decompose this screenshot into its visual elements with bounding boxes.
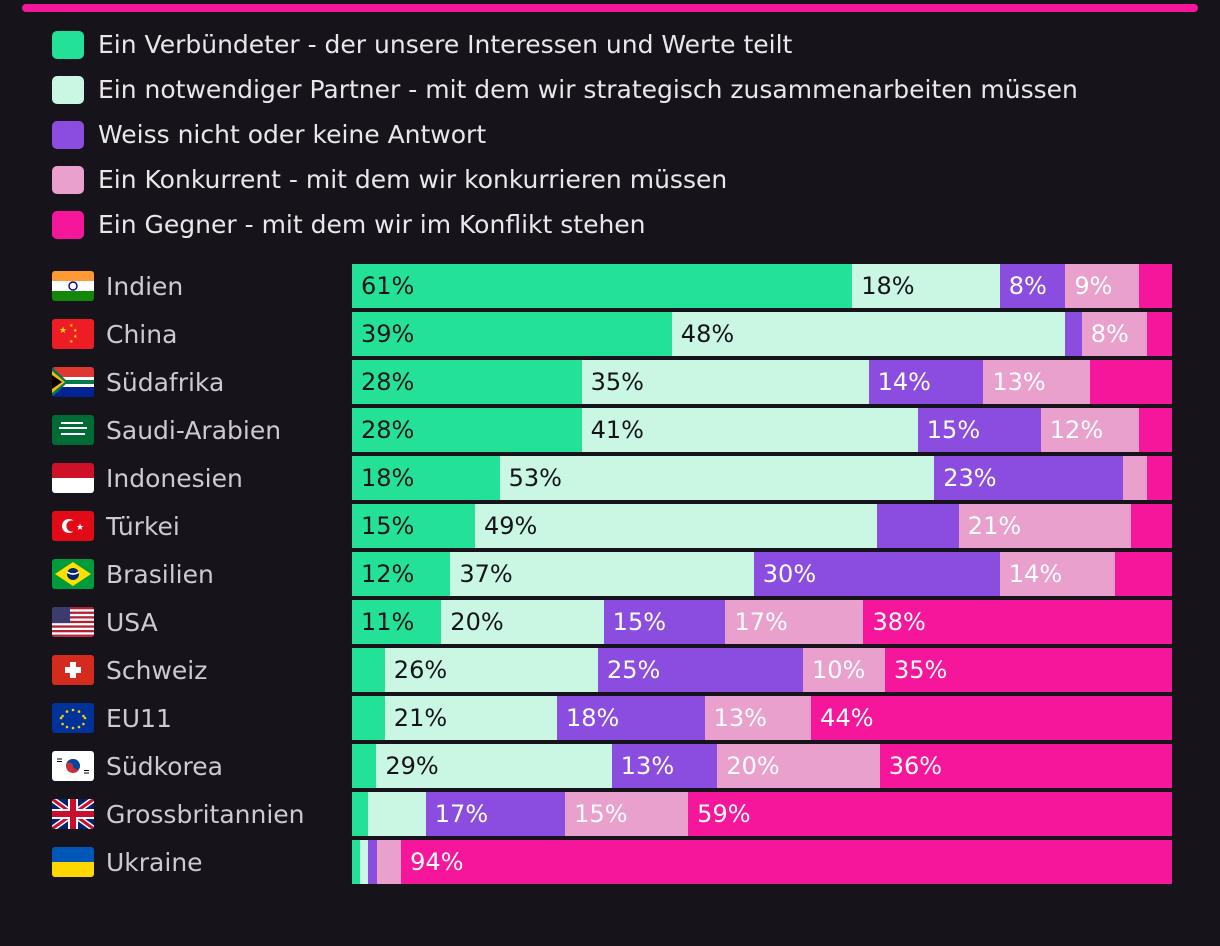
bar-track [352, 600, 1172, 644]
bar-segment [352, 360, 582, 404]
bar-segment-value: 18% [361, 464, 415, 492]
chart-bar-row [52, 406, 1172, 454]
chart-bar-row [52, 358, 1172, 406]
bar-segment [352, 456, 500, 500]
chart-bar-row [52, 502, 1172, 550]
country-label: Grossbritannien [106, 799, 305, 829]
bar-segment-value: 13% [992, 368, 1046, 396]
bar-segment [352, 840, 360, 884]
bar-segment-value: 48% [680, 320, 735, 348]
bar-segment-value: 12% [361, 560, 415, 588]
bar-segment-value: 11% [361, 608, 415, 636]
flag-sa-icon [52, 415, 94, 445]
bar-segment [1000, 264, 1066, 308]
bar-segment [934, 456, 1123, 500]
svg-text:★: ★ [59, 326, 68, 336]
bar-segment-value: 10% [811, 656, 866, 684]
chart-bar-row [52, 454, 1172, 502]
bar-segment-value: 38% [872, 608, 926, 636]
flag-za-icon [52, 367, 94, 397]
bar-segment [352, 744, 376, 788]
country-label: Saudi-Arabien [106, 415, 282, 445]
flag-ua-icon [52, 847, 94, 877]
bar-segment-value: 15% [926, 416, 981, 444]
bar-segment-value: 61% [361, 272, 415, 300]
svg-text:★: ★ [69, 323, 74, 329]
chart-legend [52, 22, 1192, 247]
legend-item-label: Ein Verbündeter - der unsere Interessen und Werte teilt [98, 30, 793, 59]
country-label: China [106, 319, 178, 349]
legend-item-label: Weiss nicht oder keine Antwort [98, 120, 487, 149]
bar-segment-value: 49% [484, 512, 538, 540]
bar-segment [852, 264, 1000, 308]
bar-segment [441, 600, 603, 644]
bar-segment [1090, 360, 1172, 404]
chart-bar-row [52, 598, 1172, 646]
bar-segment-value: 12% [1049, 416, 1104, 444]
bar-segment-value: 13% [620, 752, 675, 780]
legend-item[interactable] [52, 22, 1192, 67]
bar-segment [983, 360, 1090, 404]
flag-us-icon [52, 607, 94, 637]
bar-track [352, 744, 1172, 788]
bar-segment [1139, 264, 1172, 308]
bar-segment [705, 696, 812, 740]
bar-segment [717, 744, 879, 788]
bar-segment-value: 94% [410, 848, 464, 876]
country-label: Schweiz [106, 655, 208, 685]
bar-segment [1065, 264, 1139, 308]
flag-gb-icon [52, 799, 94, 829]
legend-item[interactable] [52, 112, 1192, 157]
bar-segment [565, 792, 688, 836]
bar-segment [1115, 552, 1172, 596]
bar-segment [1147, 456, 1172, 500]
bar-segment [360, 840, 368, 884]
bar-segment [877, 504, 959, 548]
bar-segment-value: 8% [1090, 320, 1129, 348]
bar-segment [385, 648, 598, 692]
bar-segment [475, 504, 877, 548]
bar-segment-value: 53% [508, 464, 562, 492]
bar-segment-value: 18% [565, 704, 620, 732]
bar-segment [557, 696, 705, 740]
country-label: Indien [106, 271, 184, 301]
bar-segment-value: 20% [726, 752, 780, 780]
flag-id-icon [52, 463, 94, 493]
legend-swatch-ally [52, 31, 84, 59]
bar-track [352, 264, 1172, 308]
bar-segment [1131, 504, 1172, 548]
bar-segment [1123, 456, 1148, 500]
bar-segment [582, 408, 918, 452]
chart-bar-row [52, 694, 1172, 742]
legend-swatch-opponent [52, 211, 84, 239]
bar-segment [352, 552, 450, 596]
bar-segment [352, 792, 368, 836]
legend-swatch-dontknow [52, 121, 84, 149]
legend-swatch-competitor [52, 166, 84, 194]
bar-track [352, 792, 1172, 836]
bar-segment-value: 17% [434, 800, 489, 828]
flag-kr-icon [52, 751, 94, 781]
bar-segment [352, 600, 441, 644]
country-label: USA [106, 607, 158, 637]
bar-segment-value: 20% [450, 608, 504, 636]
bar-segment-value: 39% [361, 320, 415, 348]
bar-segment-value: 30% [762, 560, 817, 588]
chart-bar-row [52, 310, 1172, 358]
chart-bar-row [52, 646, 1172, 694]
bar-segment [582, 360, 869, 404]
bar-segment-value: 21% [393, 704, 448, 732]
bar-segment-value: 9% [1074, 272, 1113, 300]
bar-segment-value: 44% [820, 704, 874, 732]
chart-bar-row [52, 550, 1172, 598]
bar-segment [612, 744, 718, 788]
accent-stripe [22, 4, 1198, 12]
bar-segment-value: 35% [893, 656, 948, 684]
top-accent-bar [0, 0, 1220, 14]
country-label: Türkei [106, 511, 180, 541]
bar-track [352, 408, 1172, 452]
legend-item[interactable] [52, 202, 1192, 247]
bar-segment [803, 648, 885, 692]
bar-segment [377, 840, 402, 884]
bar-segment [863, 600, 1172, 644]
chart-bar-row [52, 262, 1172, 310]
bar-segment-value: 17% [734, 608, 788, 636]
bar-segment-value: 15% [361, 512, 415, 540]
bar-segment-value: 26% [393, 656, 448, 684]
bar-segment-value: 29% [385, 752, 439, 780]
bar-segment [352, 312, 672, 356]
legend-swatch-partner [52, 76, 84, 104]
bar-segment [376, 744, 611, 788]
bar-segment [1000, 552, 1115, 596]
bar-segment [1082, 312, 1148, 356]
bar-track [352, 696, 1172, 740]
bar-segment [352, 408, 582, 452]
bar-segment-value: 28% [361, 416, 415, 444]
chart-bar-row [52, 838, 1172, 886]
flag-tr-icon [52, 511, 94, 541]
bar-segment-value: 14% [877, 368, 931, 396]
bar-segment [450, 552, 753, 596]
bar-track [352, 504, 1172, 548]
bar-track [352, 360, 1172, 404]
legend-item[interactable] [52, 157, 1192, 202]
chart-bar-row [52, 790, 1172, 838]
bar-segment [500, 456, 935, 500]
legend-item-label: Ein Konkurrent - mit dem wir konkurrieren müssen [98, 165, 728, 194]
bar-segment-value: 18% [861, 272, 915, 300]
svg-text:★: ★ [73, 334, 78, 340]
legend-item[interactable] [52, 67, 1192, 112]
flag-cn-icon [52, 319, 94, 349]
legend-item-label: Ein notwendiger Partner - mit dem wir strategisch zusammenarbeiten müssen [98, 75, 1078, 104]
bar-segment [385, 696, 557, 740]
legend-item-label: Ein Gegner - mit dem wir im Konflikt stehen [98, 210, 646, 239]
bar-segment [1065, 312, 1081, 356]
bar-segment [880, 744, 1172, 788]
bar-segment [401, 840, 1172, 884]
bar-segment [672, 312, 1066, 356]
bar-segment [426, 792, 565, 836]
bar-segment [725, 600, 863, 644]
bar-track [352, 456, 1172, 500]
bar-track [352, 312, 1172, 356]
bar-segment-value: 15% [574, 800, 628, 828]
bar-segment [811, 696, 1172, 740]
bar-segment-value: 8% [1008, 272, 1047, 300]
bar-segment [885, 648, 1172, 692]
bar-segment-value: 25% [606, 656, 661, 684]
bar-segment-value: 23% [943, 464, 997, 492]
bar-segment-value: 14% [1008, 560, 1063, 588]
bar-segment-value: 28% [361, 368, 415, 396]
country-label: Südkorea [106, 751, 223, 781]
bar-track [352, 648, 1172, 692]
bar-segment [1041, 408, 1139, 452]
flag-ch-icon [52, 655, 94, 685]
bar-track [352, 552, 1172, 596]
bar-segment [352, 696, 385, 740]
bar-segment-value: 36% [888, 752, 943, 780]
bar-segment-value: 15% [612, 608, 667, 636]
bar-segment [869, 360, 984, 404]
bar-segment [959, 504, 1131, 548]
bar-segment [352, 264, 852, 308]
bar-segment [352, 504, 475, 548]
bar-segment [918, 408, 1041, 452]
bar-track [352, 840, 1172, 884]
bar-segment [1147, 312, 1172, 356]
stacked-bar-chart [52, 262, 1172, 886]
bar-segment-value: 35% [590, 368, 644, 396]
bar-segment-value: 59% [697, 800, 751, 828]
bar-segment [688, 792, 1172, 836]
bar-segment-value: 13% [713, 704, 767, 732]
bar-segment-value: 21% [967, 512, 1022, 540]
country-label: EU11 [106, 703, 172, 733]
flag-eu-icon [52, 703, 94, 733]
bar-segment [368, 792, 425, 836]
bar-segment [368, 840, 376, 884]
chart-bar-row [52, 742, 1172, 790]
flag-br-icon [52, 559, 94, 589]
svg-text:★: ★ [69, 339, 74, 345]
bar-segment-value: 41% [590, 416, 644, 444]
bar-segment [754, 552, 1000, 596]
flag-in-icon [52, 271, 94, 301]
country-label: Ukraine [106, 847, 203, 877]
svg-text:★: ★ [73, 328, 78, 334]
svg-text:★: ★ [76, 523, 85, 533]
bar-segment [604, 600, 726, 644]
bar-segment-value: 37% [459, 560, 513, 588]
country-label: Brasilien [106, 559, 214, 589]
country-label: Indonesien [106, 463, 243, 493]
bar-segment [598, 648, 803, 692]
bar-segment [352, 648, 385, 692]
bar-segment [1139, 408, 1172, 452]
country-label: Südafrika [106, 367, 225, 397]
